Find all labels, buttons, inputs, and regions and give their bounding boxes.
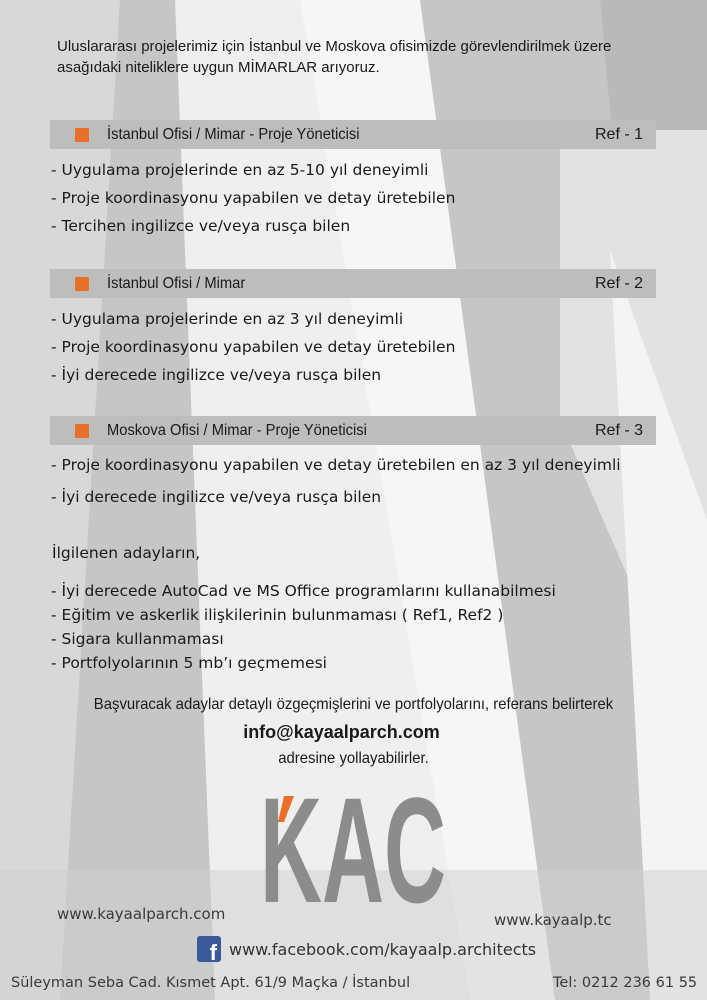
list-item: - Tercihen ingilizce ve/veya rusça bilen	[51, 217, 351, 235]
requirements-list-ref-3	[51, 451, 671, 511]
contact-email-link[interactable]: info@kayaalparch.com	[243, 722, 440, 742]
website-link-tc[interactable]: www.kayaalp.tc	[494, 911, 612, 929]
section-ref: Ref - 3	[594, 421, 643, 439]
section-ref: Ref - 2	[594, 274, 643, 292]
facebook-icon: f	[197, 936, 221, 962]
orange-square-bullet-icon	[75, 277, 89, 291]
apply-instructions: Başvuracak adaylar detaylı özgeçmişlerini ve portfolyolarını, referans belirterek	[93, 696, 614, 713]
orange-square-bullet-icon	[75, 424, 89, 438]
address: Süleyman Seba Cad. Kısmet Apt. 61/9 Maçka / İstanbul	[11, 975, 411, 991]
kac-logo	[258, 782, 448, 907]
list-item: - Proje koordinasyonu yapabilen ve detay üretebilen	[51, 338, 456, 356]
section-header-ref-2	[50, 269, 656, 298]
section-header-ref-3	[50, 416, 656, 445]
intro-text	[57, 36, 667, 78]
list-item: - İyi derecede AutoCad ve MS Office programlarını kullanabilmesi	[51, 582, 556, 600]
apply-instructions-end: adresine yollayabilirler.	[278, 750, 429, 767]
facebook-row[interactable]	[197, 936, 537, 965]
list-item: - İyi derecede ingilizce ve/veya rusça bilen	[51, 488, 382, 506]
website-link[interactable]: www.kayaalparch.com	[57, 905, 226, 923]
list-item: - İyi derecede ingilizce ve/veya rusça bilen	[51, 366, 382, 384]
section-title: Moskova Ofisi / Mimar - Proje Yöneticisi	[107, 421, 367, 439]
list-item: - Uygulama projelerinde en az 3 yıl deneyimli	[51, 310, 404, 328]
list-item: - Eğitim ve askerlik ilişkilerinin bulunmaması ( Ref1, Ref2 )	[51, 606, 504, 624]
section-title: İstanbul Ofisi / Mimar - Proje Yöneticisi	[107, 125, 360, 143]
list-item: - Proje koordinasyonu yapabilen ve detay üretebilen	[51, 189, 456, 207]
section-header-ref-1	[50, 120, 656, 149]
list-item: - Sigara kullanmaması	[51, 630, 224, 648]
section-title: İstanbul Ofisi / Mimar	[107, 274, 246, 292]
list-item: - Proje koordinasyonu yapabilen ve detay üretebilen en az 3 yıl deneyimli	[51, 456, 621, 474]
list-item: - Uygulama projelerinde en az 5-10 yıl deneyimli	[51, 161, 429, 179]
logo-text: KAC	[260, 782, 446, 907]
requirements-list-ref-2	[51, 305, 671, 389]
facebook-link[interactable]: www.facebook.com/kayaalp.architects	[229, 939, 537, 959]
interested-heading: İlgilenen adayların,	[52, 544, 201, 562]
list-item: - Portfolyolarının 5 mb’ı geçmemesi	[51, 654, 327, 672]
conditions-list	[51, 579, 556, 675]
phone-number: Tel: 0212 236 61 55	[553, 975, 698, 991]
orange-square-bullet-icon	[75, 128, 89, 142]
intro-line-2: asağıdaki niteliklere uygun MİMARLAR arıyoruz.	[57, 59, 380, 76]
intro-line-1: Uluslararası projelerimiz için İstanbul ve Moskova ofisimizde görevlendirilmek üzere	[57, 38, 612, 55]
section-ref: Ref - 1	[594, 125, 643, 143]
requirements-list-ref-1	[51, 156, 671, 240]
